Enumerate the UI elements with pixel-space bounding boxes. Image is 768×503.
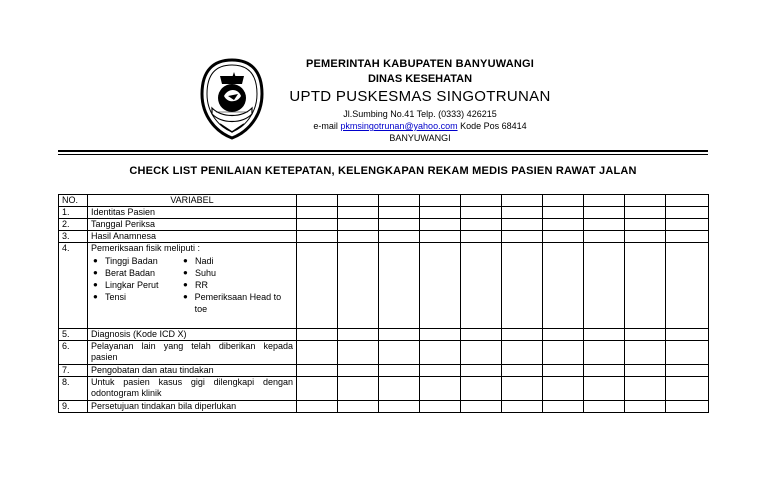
bullet-icon: ● <box>183 280 188 289</box>
check-cell[interactable] <box>338 329 379 341</box>
check-cell[interactable] <box>666 365 709 377</box>
check-cell[interactable] <box>297 219 338 231</box>
header-variabel: VARIABEL <box>88 195 297 207</box>
row-variable: Tanggal Periksa <box>88 219 297 231</box>
check-cell[interactable] <box>543 219 584 231</box>
check-cell[interactable] <box>666 219 709 231</box>
check-cell[interactable] <box>338 231 379 243</box>
check-cell[interactable] <box>625 341 666 365</box>
check-cell[interactable] <box>338 243 379 329</box>
check-cell[interactable] <box>338 365 379 377</box>
check-cell[interactable] <box>666 231 709 243</box>
check-cell[interactable] <box>461 243 502 329</box>
check-cell[interactable] <box>502 219 543 231</box>
check-cell[interactable] <box>379 195 420 207</box>
row-no: 4. <box>59 243 88 329</box>
check-cell[interactable] <box>543 341 584 365</box>
row-variable: Identitas Pasien <box>88 207 297 219</box>
table-row <box>59 219 709 231</box>
check-cell[interactable] <box>625 207 666 219</box>
check-cell[interactable] <box>584 243 625 329</box>
header-department: DINAS KESEHATAN <box>367 73 473 85</box>
check-cell[interactable] <box>502 365 543 377</box>
sub-items <box>91 255 293 315</box>
document-title: CHECK LIST PENILAIAN KETEPATAN, KELENGKAPAN REKAM MEDIS PASIEN RAWAT JALAN <box>129 165 637 177</box>
bullet-icon: ● <box>93 292 98 301</box>
check-cell[interactable] <box>666 341 709 365</box>
check-cell[interactable] <box>625 365 666 377</box>
check-cell[interactable] <box>420 329 461 341</box>
check-cell[interactable] <box>297 401 338 413</box>
check-cell[interactable] <box>379 329 420 341</box>
row-variable <box>88 243 297 329</box>
check-cell[interactable] <box>502 195 543 207</box>
list-item: ● Tensi <box>93 292 127 302</box>
check-cell[interactable] <box>666 377 709 401</box>
check-cell[interactable] <box>543 231 584 243</box>
check-cell[interactable] <box>379 341 420 365</box>
bullet-icon: ● <box>93 280 98 289</box>
seal-emblem-icon <box>198 58 266 140</box>
header-government: PEMERINTAH KABUPATEN BANYUWANGI <box>305 58 535 70</box>
check-cell[interactable] <box>379 377 420 401</box>
check-cell[interactable] <box>420 365 461 377</box>
check-cell[interactable] <box>461 231 502 243</box>
check-cell[interactable] <box>502 207 543 219</box>
check-cell[interactable] <box>420 341 461 365</box>
check-cell[interactable] <box>666 207 709 219</box>
bullet-icon: ● <box>183 256 188 265</box>
row-no: 2. <box>59 219 88 231</box>
email-link[interactable]: pkmsingotrunan@yahoo.com <box>340 121 458 131</box>
email-prefix: e-mail <box>313 121 338 131</box>
check-cell[interactable] <box>625 329 666 341</box>
check-cell[interactable] <box>420 207 461 219</box>
check-cell[interactable] <box>379 401 420 413</box>
header-institution: UPTD PUSKESMAS SINGOTRUNAN <box>289 88 551 105</box>
check-cell[interactable] <box>297 195 338 207</box>
check-cell[interactable] <box>461 365 502 377</box>
row-variable: Pengobatan dan atau tindakan <box>88 365 297 377</box>
check-cell[interactable] <box>379 231 420 243</box>
check-cell[interactable] <box>543 377 584 401</box>
check-cell[interactable] <box>297 365 338 377</box>
check-cell[interactable] <box>461 401 502 413</box>
table-row <box>59 341 709 365</box>
check-cell[interactable] <box>461 329 502 341</box>
check-cell[interactable] <box>625 195 666 207</box>
list-item: ● RR <box>183 280 208 290</box>
table-row <box>59 207 709 219</box>
check-cell[interactable] <box>543 329 584 341</box>
check-cell[interactable] <box>297 329 338 341</box>
header-city: BANYUWANGI <box>389 133 451 143</box>
table-row <box>59 401 709 413</box>
bullet-icon: ● <box>93 256 98 265</box>
check-cell[interactable] <box>338 207 379 219</box>
row-no: 8. <box>59 377 88 401</box>
check-cell[interactable] <box>461 207 502 219</box>
header-address: Jl.Sumbing No.41 Telp. (0333) 426215 <box>343 109 497 119</box>
check-cell[interactable] <box>502 401 543 413</box>
sub-list-right <box>181 255 293 315</box>
row-variable: Hasil Anamnesa <box>88 231 297 243</box>
table-row <box>59 231 709 243</box>
check-cell[interactable] <box>502 329 543 341</box>
check-cell[interactable] <box>625 243 666 329</box>
check-cell[interactable] <box>379 243 420 329</box>
row-variable: Persetujuan tindakan bila diperlukan <box>88 401 297 413</box>
check-cell[interactable] <box>297 207 338 219</box>
check-cell[interactable] <box>297 243 338 329</box>
check-cell[interactable] <box>666 401 709 413</box>
check-cell[interactable] <box>625 377 666 401</box>
row-no: 7. <box>59 365 88 377</box>
check-cell[interactable] <box>584 219 625 231</box>
checklist-table <box>58 194 709 413</box>
postal-code: Kode Pos 68414 <box>460 121 527 131</box>
row-variable: Pelayanan lain yang telah diberikan kepada pasien <box>88 341 297 365</box>
check-cell[interactable] <box>666 243 709 329</box>
header-contact <box>270 121 570 131</box>
sub-list-left <box>91 255 181 315</box>
check-cell[interactable] <box>420 401 461 413</box>
check-cell[interactable] <box>420 243 461 329</box>
bullet-icon: ● <box>183 292 188 301</box>
header-no: NO. <box>59 195 88 207</box>
check-cell[interactable] <box>461 341 502 365</box>
check-cell[interactable] <box>584 341 625 365</box>
row-variable: Untuk pasien kasus gigi dilengkapi dengan odontogram klinik <box>88 377 297 401</box>
table-header-row <box>59 195 709 207</box>
check-cell[interactable] <box>502 243 543 329</box>
check-cell[interactable] <box>625 401 666 413</box>
check-cell[interactable] <box>502 341 543 365</box>
table-row <box>59 243 709 329</box>
check-cell[interactable] <box>379 219 420 231</box>
check-cell[interactable] <box>584 365 625 377</box>
check-cell[interactable] <box>543 365 584 377</box>
check-cell[interactable] <box>338 377 379 401</box>
list-item: ● Nadi <box>183 256 214 266</box>
check-cell[interactable] <box>297 377 338 401</box>
list-item: ● Lingkar Perut <box>93 280 159 290</box>
row-variable: Diagnosis (Kode ICD X) <box>88 329 297 341</box>
row-no: 1. <box>59 207 88 219</box>
bullet-icon: ● <box>183 268 188 277</box>
row-no: 3. <box>59 231 88 243</box>
check-cell[interactable] <box>338 219 379 231</box>
table-row <box>59 365 709 377</box>
check-cell[interactable] <box>420 231 461 243</box>
check-cell[interactable] <box>543 401 584 413</box>
check-cell[interactable] <box>502 231 543 243</box>
table-row <box>59 377 709 401</box>
bullet-icon: ● <box>93 268 98 277</box>
list-item: ● Berat Badan <box>93 268 156 278</box>
check-cell[interactable] <box>461 377 502 401</box>
list-item: ● Suhu <box>183 268 217 278</box>
check-cell[interactable] <box>338 401 379 413</box>
check-cell[interactable] <box>379 207 420 219</box>
row-variable-label: Pemeriksaan fisik meliputi : <box>91 243 201 253</box>
check-cell[interactable] <box>584 377 625 401</box>
check-cell[interactable] <box>379 365 420 377</box>
row-no: 9. <box>59 401 88 413</box>
check-cell[interactable] <box>338 341 379 365</box>
check-cell[interactable] <box>666 195 709 207</box>
check-cell[interactable] <box>543 243 584 329</box>
check-cell[interactable] <box>625 219 666 231</box>
check-cell[interactable] <box>584 207 625 219</box>
header-rule-thin <box>58 154 708 155</box>
check-cell[interactable] <box>420 377 461 401</box>
row-no: 5. <box>59 329 88 341</box>
list-item: ● Pemeriksaan Head to toe <box>183 292 282 314</box>
check-cell[interactable] <box>420 195 461 207</box>
check-cell[interactable] <box>543 195 584 207</box>
check-cell[interactable] <box>584 231 625 243</box>
list-item: ● Tinggi Badan <box>93 256 158 266</box>
check-cell[interactable] <box>625 231 666 243</box>
check-cell[interactable] <box>543 207 584 219</box>
check-cell[interactable] <box>584 401 625 413</box>
check-cell[interactable] <box>461 219 502 231</box>
check-cell[interactable] <box>584 329 625 341</box>
check-cell[interactable] <box>502 377 543 401</box>
table-row <box>59 329 709 341</box>
header-rule-thick <box>58 150 708 152</box>
check-cell[interactable] <box>297 341 338 365</box>
check-cell[interactable] <box>420 219 461 231</box>
row-no: 6. <box>59 341 88 365</box>
check-cell[interactable] <box>461 195 502 207</box>
check-cell[interactable] <box>584 195 625 207</box>
check-cell[interactable] <box>338 195 379 207</box>
check-cell[interactable] <box>666 329 709 341</box>
check-cell[interactable] <box>297 231 338 243</box>
